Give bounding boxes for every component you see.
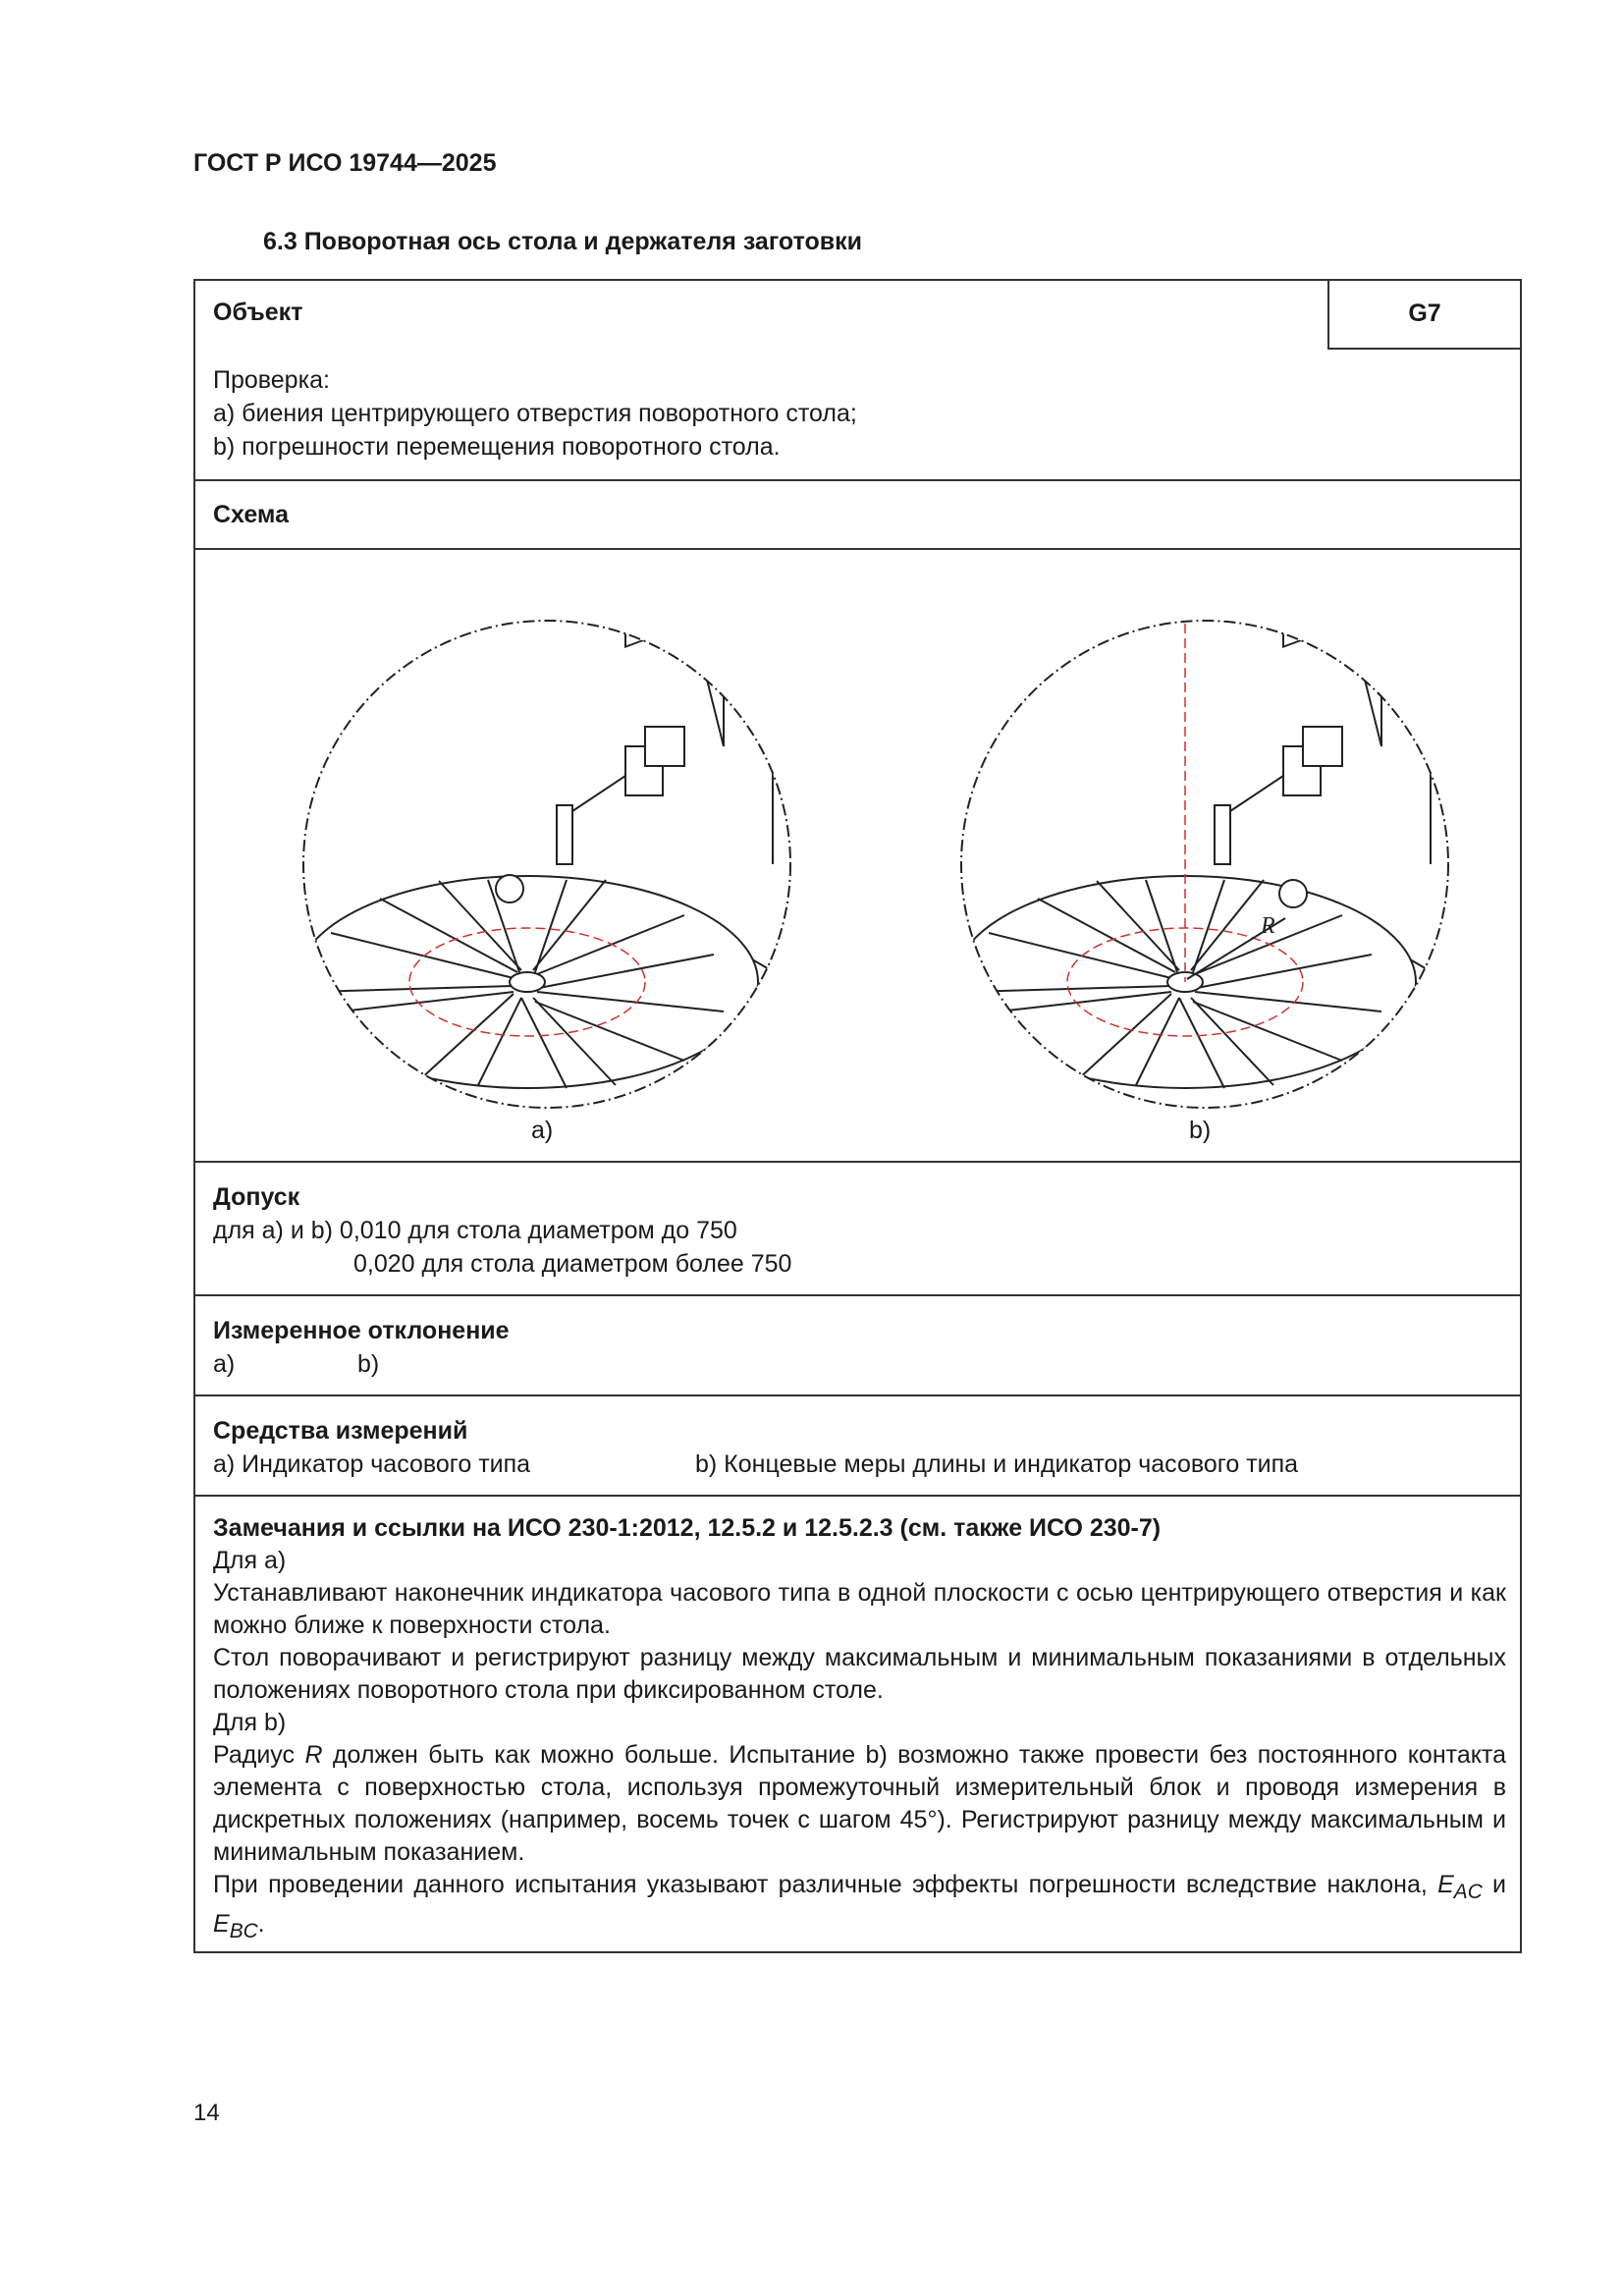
document-header: ГОСТ Р ИСО 19744—2025 [193,149,497,177]
deviation-label: Измеренное отклонение [213,1317,510,1344]
instrument-a: a) Индикатор часового типа [213,1450,531,1478]
scheme-label: Схема [213,501,289,528]
deviation-b: b) [357,1350,380,1378]
tolerance-line-1: для a) и b) 0,010 для стола диаметром до 750 [213,1217,737,1244]
divider [195,1161,1520,1163]
section-title: 6.3 Поворотная ось стола и держателя заготовки [263,228,862,255]
tolerance-label: Допуск [213,1183,300,1211]
remarks-b-paragraph-2: При проведении данного испытания указывают различные эффекты погрешности вследствие наклона, $E_{AC}$ и $E_{BC}$. [213,1871,1506,1942]
divider [195,1394,1520,1396]
remarks-for-b: Для b) [213,1709,287,1736]
object-label: Объект [213,299,303,326]
caption-b: b) [1189,1117,1212,1144]
specification-sheet [193,279,1522,1953]
remarks-a-paragraph-2: Стол поворачивают и регистрируют разницу между максимальным и минимальным показаниями в отдельных положениях поворотного стола при фиксированном столе. [213,1644,1506,1704]
scheme-figures [195,550,1520,1434]
radius-label: R [1261,913,1275,939]
remarks-section [213,1512,1506,1947]
remarks-b-paragraph-1: Радиус R должен быть как можно больше. Испытание b) возможно также провести без постоянного контакта элемента с поверхностью стола, используя промежуточный измерительный блок и проводя измерения в дискретных положениях (например, восемь точек с шагом 45°). Регистрируют разницу между максимальным и минимальным показанием. [213,1741,1507,1866]
instruments-label: Средства измерений [213,1417,468,1445]
object-item-a: a) биения центрирующего отверстия поворотного стола; [213,400,857,427]
remarks-title: Замечания и ссылки на ИСО 230-1:2012, 12.5.2 и 12.5.2.3 (см. также ИСО 230-7) [213,1514,1162,1542]
divider [195,479,1520,481]
remarks-a-paragraph-1: Устанавливают наконечник индикатора часового типа в одной плоскости с осью центрирующего отверстия и как можно ближе к поверхности стола. [213,1579,1506,1639]
tolerance-line-2: 0,020 для стола диаметром более 750 [353,1250,792,1278]
page-number: 14 [193,2100,220,2126]
object-item-b: b) погрешности перемещения поворотного стола. [213,433,781,461]
object-intro: Проверка: [213,366,330,394]
test-code: G7 [1327,281,1520,350]
divider [195,1294,1520,1296]
deviation-a: a) [213,1350,236,1378]
divider [195,1495,1520,1497]
remarks-for-a: Для a) [213,1547,287,1574]
instrument-b: b) Концевые меры длины и индикатор часового типа [695,1450,1299,1478]
caption-a: a) [531,1117,554,1144]
